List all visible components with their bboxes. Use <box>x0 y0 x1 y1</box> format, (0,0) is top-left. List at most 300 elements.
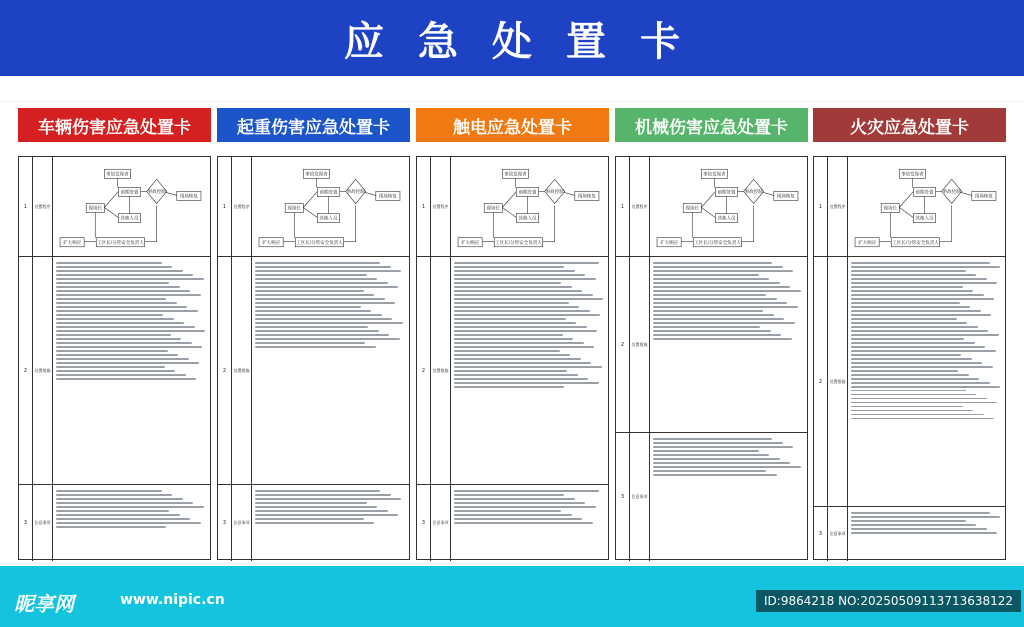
row-number: 2 <box>19 257 33 484</box>
flow-node-label: 前期处置 <box>915 190 934 196</box>
flow-node-label: 事故发现者 <box>703 172 726 178</box>
row-number: 2 <box>417 257 431 484</box>
text-line <box>56 510 169 512</box>
text-line <box>255 514 398 516</box>
text-line <box>56 350 168 352</box>
text-line <box>56 378 196 380</box>
row-number: 3 <box>814 507 828 561</box>
text-line <box>653 454 769 456</box>
text-line <box>851 322 967 324</box>
row-label: 注意事项 <box>828 507 848 561</box>
text-line <box>454 378 588 380</box>
text-line <box>851 270 966 272</box>
row-label: 处置程序 <box>828 157 848 256</box>
text-line <box>653 322 795 324</box>
text-line <box>255 302 395 304</box>
text-line <box>653 318 784 320</box>
flow-node-label: 事故发现者 <box>901 172 924 178</box>
text-line <box>454 338 573 340</box>
text-line <box>653 282 780 284</box>
text-line <box>454 278 596 280</box>
row-content <box>53 257 210 484</box>
text-line <box>255 278 377 280</box>
text-line <box>255 326 368 328</box>
card-vehicle <box>18 108 211 560</box>
text-line <box>851 410 973 412</box>
row-content <box>252 257 409 484</box>
text-line <box>653 462 790 464</box>
text-line <box>454 294 593 296</box>
text-line <box>255 346 376 348</box>
text-line <box>255 490 380 492</box>
text-line <box>653 326 760 328</box>
text-line <box>851 330 988 332</box>
text-line <box>454 510 561 512</box>
text-line <box>56 282 169 284</box>
text-line <box>255 338 400 340</box>
text-line <box>454 282 561 284</box>
text-line <box>851 406 963 408</box>
text-line <box>56 490 162 492</box>
table-row <box>417 157 608 257</box>
flow-connector <box>502 191 516 207</box>
banner-divider <box>0 76 1024 102</box>
flowchart <box>851 160 1002 253</box>
flow-node-label: 其他人员 <box>717 216 736 222</box>
text-line <box>454 502 585 504</box>
text-line <box>255 262 380 264</box>
flow-node-label: 其他人员 <box>319 216 338 222</box>
text-line <box>56 354 178 356</box>
row-label: 处置程序 <box>630 157 650 256</box>
text-line <box>56 494 172 496</box>
flow-node-label: 现场长 <box>88 206 103 212</box>
text-line <box>851 402 997 404</box>
text-line <box>454 274 585 276</box>
row-content <box>451 257 608 484</box>
text-line <box>653 458 780 460</box>
text-line <box>653 298 777 300</box>
card-title: 机械伤害应急处置卡 <box>615 108 808 142</box>
table-row <box>19 257 210 485</box>
text-line <box>851 306 970 308</box>
text-line <box>851 274 976 276</box>
text-line <box>255 274 367 276</box>
text-line <box>454 310 590 312</box>
table-row <box>814 157 1005 257</box>
row-label: 处置程序 <box>232 157 252 256</box>
text-line <box>454 266 564 268</box>
card-table <box>813 156 1006 560</box>
row-content <box>451 157 608 256</box>
text-line <box>851 314 991 316</box>
flow-decision-label: 事故控制 <box>744 189 763 195</box>
row-label: 处置措施 <box>828 257 848 506</box>
row-number: 2 <box>218 257 232 484</box>
text-line <box>851 382 990 384</box>
row-number: 1 <box>218 157 232 256</box>
text-line <box>56 366 165 368</box>
text-line <box>851 294 984 296</box>
site-logo: 昵享网 <box>14 592 74 616</box>
table-row <box>218 485 409 561</box>
row-content <box>848 507 1005 561</box>
text-line <box>653 466 801 468</box>
table-row <box>417 257 608 485</box>
text-line <box>56 506 204 508</box>
text-line <box>56 310 198 312</box>
text-line <box>851 374 969 376</box>
text-line <box>851 354 961 356</box>
text-line <box>255 294 374 296</box>
flow-node-label: 现场恢复 <box>179 194 198 200</box>
text-line <box>851 394 976 396</box>
text-line <box>851 266 1000 268</box>
text-line <box>851 282 997 284</box>
flow-node-label: 现场恢复 <box>378 194 397 200</box>
text-line <box>851 346 985 348</box>
text-line <box>454 322 576 324</box>
text-line <box>56 526 166 528</box>
row-number: 3 <box>417 485 431 561</box>
text-line <box>454 270 575 272</box>
card-title: 起重伤害应急处置卡 <box>217 108 410 142</box>
card-machine <box>615 108 808 560</box>
card-table <box>416 156 609 560</box>
row-label: 注意事项 <box>630 433 650 561</box>
row-number: 2 <box>616 257 630 432</box>
flow-node-label: 现场长 <box>287 206 302 212</box>
text-line <box>56 342 192 344</box>
flow-node-label: 前期处置 <box>319 190 338 196</box>
text-line <box>56 278 204 280</box>
image-id-label: ID:9864218 NO:20250509113713638122 <box>756 590 1021 612</box>
text-line <box>255 494 391 496</box>
text-line <box>851 338 964 340</box>
flow-node-label: 工区长/分管安全负责人 <box>892 240 939 246</box>
text-line <box>454 298 603 300</box>
flow-connector <box>701 208 715 218</box>
text-line <box>255 502 367 504</box>
row-content <box>848 157 1005 256</box>
text-line <box>255 286 398 288</box>
text-line <box>653 270 793 272</box>
text-line <box>851 524 976 526</box>
text-line <box>56 306 187 308</box>
flow-node-label: 扩大响应 <box>660 240 679 246</box>
page-title: 应急处置卡 <box>344 17 714 65</box>
table-row <box>19 157 210 257</box>
text-line <box>454 330 597 332</box>
text-line <box>851 378 979 380</box>
text-line <box>56 274 193 276</box>
row-number: 1 <box>417 157 431 256</box>
text-line <box>454 374 578 376</box>
text-line <box>851 414 984 416</box>
row-content <box>650 257 807 432</box>
text-line <box>56 370 175 372</box>
text-line <box>56 290 190 292</box>
text-line <box>454 262 599 264</box>
text-line <box>851 418 994 420</box>
row-label: 处置程序 <box>33 157 53 256</box>
text-line <box>56 362 199 364</box>
row-label: 处置程序 <box>431 157 451 256</box>
text-line <box>454 522 593 524</box>
table-row <box>814 507 1005 561</box>
flow-node-label: 现场恢复 <box>577 194 596 200</box>
text-line <box>454 358 581 360</box>
text-line <box>851 528 987 530</box>
text-line <box>56 314 163 316</box>
text-line <box>851 262 990 264</box>
text-line <box>851 362 982 364</box>
text-line <box>454 494 564 496</box>
text-line <box>653 278 769 280</box>
flow-connector <box>303 208 317 218</box>
card-electric <box>416 108 609 560</box>
flow-connector <box>899 208 913 218</box>
row-number: 3 <box>218 485 232 561</box>
table-row <box>218 157 409 257</box>
text-line <box>851 398 987 400</box>
text-line <box>56 266 172 268</box>
text-line <box>454 334 563 336</box>
text-line <box>851 516 1000 518</box>
text-line <box>653 450 759 452</box>
text-line <box>851 512 990 514</box>
text-line <box>255 322 403 324</box>
row-number: 1 <box>19 157 33 256</box>
text-line <box>454 306 579 308</box>
text-line <box>255 298 385 300</box>
text-line <box>56 262 162 264</box>
text-line <box>56 518 190 520</box>
flow-connector <box>104 208 118 218</box>
row-content <box>451 485 608 561</box>
row-label: 处置措施 <box>431 257 451 484</box>
card-lifting <box>217 108 410 560</box>
text-line <box>56 302 177 304</box>
text-line <box>56 502 193 504</box>
text-line <box>255 522 374 524</box>
text-line <box>454 346 594 348</box>
text-line <box>653 470 766 472</box>
text-line <box>851 520 966 522</box>
text-line <box>653 286 790 288</box>
text-line <box>653 262 772 264</box>
text-line <box>255 498 401 500</box>
text-line <box>255 330 379 332</box>
text-line <box>255 306 361 308</box>
flow-node-label: 事故发现者 <box>504 172 527 178</box>
flow-node-label: 前期处置 <box>518 190 537 196</box>
text-line <box>255 310 371 312</box>
text-line <box>851 342 975 344</box>
text-line <box>851 310 981 312</box>
text-line <box>454 382 599 384</box>
flow-decision-label: 事故控制 <box>147 189 166 195</box>
flow-node-label: 事故发现者 <box>305 172 328 178</box>
cards-area <box>18 108 1006 560</box>
text-line <box>454 386 564 388</box>
card-title: 车辆伤害应急处置卡 <box>18 108 211 142</box>
table-row <box>19 485 210 561</box>
flow-node-label: 扩大响应 <box>262 240 281 246</box>
text-line <box>653 310 763 312</box>
text-line <box>653 330 771 332</box>
flow-node-label: 工区长/分管安全负责人 <box>97 240 144 246</box>
text-line <box>454 286 572 288</box>
text-line <box>56 326 195 328</box>
flow-node-label: 现场长 <box>685 206 700 212</box>
text-line <box>255 290 364 292</box>
flow-node-label: 现场恢复 <box>776 194 795 200</box>
flow-decision-label: 事故控制 <box>346 189 365 195</box>
row-content <box>650 433 807 561</box>
row-label: 注意事项 <box>232 485 252 561</box>
text-line <box>454 350 560 352</box>
text-line <box>454 326 587 328</box>
text-line <box>255 334 389 336</box>
flowchart <box>653 160 804 253</box>
flow-connector <box>701 191 715 207</box>
text-line <box>851 302 960 304</box>
text-line <box>653 302 787 304</box>
text-line <box>851 298 994 300</box>
flow-connector <box>502 208 516 218</box>
text-line <box>454 354 570 356</box>
flow-connector <box>899 191 913 207</box>
card-table <box>615 156 808 560</box>
flow-node-label: 其他人员 <box>120 216 139 222</box>
row-label: 注意事项 <box>431 485 451 561</box>
row-content <box>53 485 210 561</box>
text-line <box>851 390 966 392</box>
text-line <box>56 298 166 300</box>
text-line <box>454 290 582 292</box>
flow-node-label: 前期处置 <box>120 190 139 196</box>
table-row <box>616 433 807 561</box>
text-line <box>653 442 783 444</box>
flow-node-label: 其他人员 <box>518 216 537 222</box>
card-table <box>217 156 410 560</box>
text-line <box>255 510 388 512</box>
text-line <box>255 506 377 508</box>
text-line <box>454 370 567 372</box>
card-title: 火灾应急处置卡 <box>813 108 1006 142</box>
text-line <box>255 270 401 272</box>
text-line <box>56 374 186 376</box>
text-line <box>454 506 596 508</box>
row-content <box>650 157 807 256</box>
text-line <box>851 290 973 292</box>
text-line <box>454 302 569 304</box>
text-line <box>255 518 364 520</box>
text-line <box>653 334 781 336</box>
text-line <box>851 278 987 280</box>
text-line <box>56 318 174 320</box>
text-line <box>851 532 997 534</box>
flow-node-label: 扩大响应 <box>858 240 877 246</box>
text-line <box>56 294 201 296</box>
text-line <box>851 350 996 352</box>
flow-decision-label: 事故控制 <box>942 189 961 195</box>
flowchart <box>56 160 207 253</box>
text-line <box>653 266 783 268</box>
text-line <box>454 498 575 500</box>
row-label: 处置措施 <box>232 257 252 484</box>
flow-node-label: 扩大响应 <box>63 240 82 246</box>
text-line <box>255 318 392 320</box>
flow-node-label: 其他人员 <box>915 216 934 222</box>
flow-connector <box>303 191 317 207</box>
flowchart <box>454 160 605 253</box>
text-line <box>454 318 566 320</box>
text-line <box>255 266 391 268</box>
flow-node-label: 现场长 <box>883 206 898 212</box>
text-line <box>56 330 205 332</box>
text-line <box>255 342 365 344</box>
text-line <box>454 366 602 368</box>
row-content <box>53 157 210 256</box>
flow-node-label: 现场恢复 <box>974 194 993 200</box>
card-fire <box>813 108 1006 560</box>
text-line <box>454 362 591 364</box>
text-line <box>851 286 963 288</box>
text-line <box>653 338 792 340</box>
text-line <box>653 474 777 476</box>
title-banner <box>0 0 1024 76</box>
table-row <box>616 257 807 433</box>
row-number: 2 <box>814 257 828 506</box>
flow-node-label: 前期处置 <box>717 190 736 196</box>
text-line <box>851 370 958 372</box>
flow-node-label: 工区长/分管安全负责人 <box>694 240 741 246</box>
card-title: 触电应急处置卡 <box>416 108 609 142</box>
text-line <box>653 294 766 296</box>
text-line <box>653 306 798 308</box>
text-line <box>56 334 171 336</box>
text-line <box>56 498 183 500</box>
text-line <box>56 522 201 524</box>
text-line <box>255 282 388 284</box>
flow-connector <box>104 191 118 207</box>
text-line <box>56 322 184 324</box>
table-row <box>218 257 409 485</box>
text-line <box>454 514 572 516</box>
text-line <box>851 386 1000 388</box>
flow-node-label: 工区长/分管安全负责人 <box>495 240 542 246</box>
text-line <box>653 290 801 292</box>
row-number: 3 <box>19 485 33 561</box>
text-line <box>454 342 584 344</box>
text-line <box>56 346 202 348</box>
site-url: www.nipic.cn <box>120 592 225 608</box>
text-line <box>851 326 978 328</box>
flow-node-label: 事故发现者 <box>106 172 129 178</box>
flow-node-label: 扩大响应 <box>461 240 480 246</box>
text-line <box>454 314 600 316</box>
text-line <box>851 358 972 360</box>
flowchart <box>255 160 406 253</box>
row-number: 1 <box>616 157 630 256</box>
table-row <box>814 257 1005 507</box>
text-line <box>56 358 189 360</box>
row-content <box>252 485 409 561</box>
text-line <box>454 490 599 492</box>
row-label: 注意事项 <box>33 485 53 561</box>
